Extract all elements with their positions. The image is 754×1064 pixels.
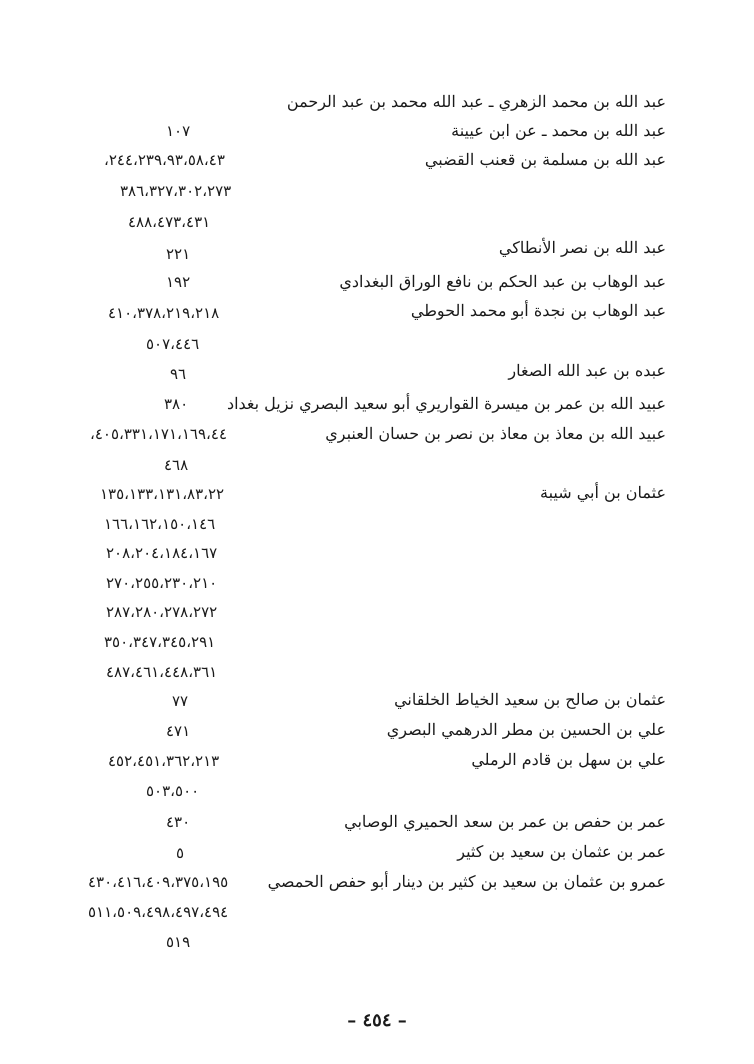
entry-pages: ٤٦٨ bbox=[164, 456, 189, 474]
entry-pages: ٧٧ bbox=[172, 692, 189, 710]
entry-pages: ٤٠٥،٣٣١،١٧١،١٦٩،٤٤، bbox=[90, 425, 228, 443]
entry-pages: ٣٨٦،٣٢٧،٣٠٢،٢٧٣ bbox=[120, 182, 232, 200]
entry-pages: ١٦٦،١٦٢،١٥٠،١٤٦ bbox=[104, 515, 216, 533]
entry-name: عثمان بن صالح بن سعيد الخياط الخلقاني bbox=[394, 690, 666, 709]
entry-pages: ٥ bbox=[176, 844, 185, 862]
entry-pages: ٣٨٠ bbox=[164, 395, 189, 413]
entry-pages: ١٩٢ bbox=[166, 273, 191, 291]
entry-pages: ٤٨٨،٤٧٣،٤٣١ bbox=[128, 213, 211, 231]
entry-name: عبده بن عبد الله الصغار bbox=[508, 361, 666, 380]
entry-pages: ٢٨٧،٢٨٠،٢٧٨،٢٧٢ bbox=[106, 603, 218, 621]
entry-name: عمرو بن عثمان بن سعيد بن كثير بن دينار أبو حفص الحمصي bbox=[267, 872, 666, 891]
entry-name: عبد الوهاب بن نجدة أبو محمد الحوطي bbox=[410, 301, 666, 320]
entry-name: عبد الله بن محمد ـ عن ابن عيينة bbox=[451, 121, 666, 140]
entry-pages: ١٣٥،١٣٣،١٣١،٨٣،٢٢ bbox=[100, 485, 225, 503]
entry-pages: ٥٠٣،٥٠٠ bbox=[146, 782, 200, 800]
entry-pages: ٤٨٧،٤٦١،٤٤٨،٣٦١ bbox=[106, 663, 218, 681]
entry-pages: ٥١١،٥٠٩،٤٩٨،٤٩٧،٤٩٤ bbox=[88, 903, 229, 921]
entry-name: عبد الله بن نصر الأنطاكي bbox=[498, 238, 666, 257]
entry-pages: ٢٤٤،٢٣٩،٩٣،٥٨،٤٣، bbox=[104, 151, 225, 169]
entry-name: علي بن الحسين بن مطر الدرهمي البصري bbox=[386, 720, 666, 739]
entry-name: عبيد الله بن معاذ بن معاذ بن نصر بن حسان العنبري bbox=[325, 424, 666, 443]
entry-pages: ١٠٧ bbox=[166, 122, 191, 140]
entry-name: عبد الوهاب بن عبد الحكم بن نافع الوراق البغدادي bbox=[339, 272, 666, 291]
entry-name: عثمان بن أبي شيبة bbox=[539, 483, 666, 502]
entry-pages: ٢٧٠،٢٥٥،٢٣٠،٢١٠ bbox=[106, 574, 218, 592]
entry-pages: ٤٣٠ bbox=[166, 813, 191, 831]
entry-pages: ٤٧١ bbox=[166, 722, 191, 740]
entry-pages: ٢٠٨،٢٠٤،١٨٤،١٦٧ bbox=[106, 544, 218, 562]
entry-pages: ٥١٩ bbox=[166, 933, 191, 951]
entry-pages: ٢٢١ bbox=[166, 245, 191, 263]
entry-name: عبيد الله بن عمر بن ميسرة القواريري أبو سعيد البصري نزيل بغداد bbox=[226, 394, 666, 413]
entry-name: عمر بن عثمان بن سعيد بن كثير bbox=[457, 842, 666, 861]
entry-pages: ٤٥٢،٤٥١،٣٦٢،٢١٣ bbox=[108, 752, 220, 770]
entry-pages: ٤٣٠،٤١٦،٤٠٩،٣٧٥،١٩٥ bbox=[88, 873, 229, 891]
entry-pages: ٤١٠،٣٧٨،٢١٩،٢١٨ bbox=[108, 304, 220, 322]
entry-name: علي بن سهل بن قادم الرملي bbox=[471, 750, 666, 769]
entry-name: عبد الله بن مسلمة بن قعنب القضبي bbox=[424, 150, 666, 169]
entry-pages: ٥٠٧،٤٤٦ bbox=[146, 335, 200, 353]
entry-pages: ٩٦ bbox=[170, 365, 187, 383]
entry-name: عبد الله بن محمد الزهري ـ عبد الله محمد بن عبد الرحمن bbox=[286, 92, 666, 111]
page-number: – ٤٥٤ – bbox=[347, 1010, 407, 1031]
entry-name: عمر بن حفص بن عمر بن سعد الحميري الوصابي bbox=[344, 812, 666, 831]
entry-pages: ٣٥٠،٣٤٧،٣٤٥،٢٩١ bbox=[104, 633, 216, 651]
